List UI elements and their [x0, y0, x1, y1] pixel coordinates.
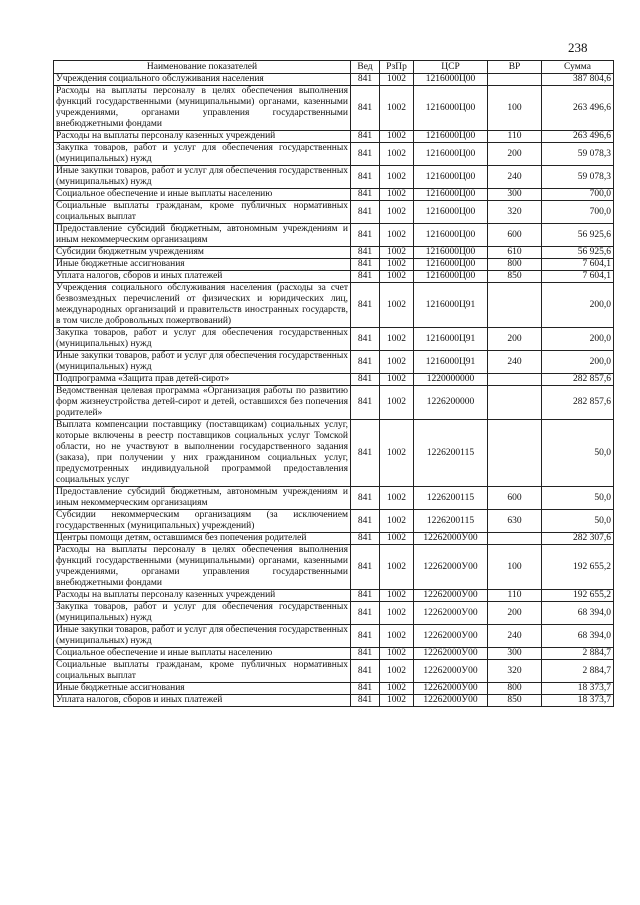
cell-name: Уплата налогов, сборов и иных платежей	[54, 271, 351, 283]
cell-sum: 387 804,6	[542, 74, 614, 86]
cell-sum: 50,0	[542, 510, 614, 533]
cell-vr: 200	[488, 602, 542, 625]
cell-csr: 1226200115	[414, 510, 488, 533]
cell-rzpr: 1002	[380, 374, 414, 386]
cell-vr: 320	[488, 201, 542, 224]
cell-rzpr: 1002	[380, 510, 414, 533]
table-row	[54, 648, 614, 660]
cell-rzpr: 1002	[380, 189, 414, 201]
cell-vr: 300	[488, 189, 542, 201]
cell-rzpr: 1002	[380, 487, 414, 510]
table-row	[54, 131, 614, 143]
header-vr: ВР	[488, 61, 542, 74]
cell-ved: 841	[351, 602, 380, 625]
cell-csr: 1226200115	[414, 420, 488, 487]
cell-rzpr: 1002	[380, 166, 414, 189]
cell-rzpr: 1002	[380, 602, 414, 625]
cell-vr: 240	[488, 166, 542, 189]
cell-csr: 1216000Ц91	[414, 283, 488, 328]
table-row	[54, 487, 614, 510]
cell-csr: 12262000У00	[414, 602, 488, 625]
cell-name: Закупка товаров, работ и услуг для обеспечения государственных (муниципальных) нужд	[54, 143, 351, 166]
cell-rzpr: 1002	[380, 420, 414, 487]
cell-sum: 7 604,1	[542, 271, 614, 283]
cell-csr: 1216000Ц00	[414, 189, 488, 201]
cell-vr: 100	[488, 545, 542, 590]
cell-csr: 1216000Ц00	[414, 86, 488, 131]
cell-csr: 1216000Ц91	[414, 351, 488, 374]
cell-sum: 56 925,6	[542, 247, 614, 259]
cell-name: Расходы на выплаты персоналу в целях обеспечения выполнения функций государственными (муниципальными) органами, казенными учреждениями, органами управления государственными внебюджетными фондами	[54, 545, 351, 590]
header-row	[54, 61, 614, 74]
cell-name: Подпрограмма «Защита прав детей-сирот»	[54, 374, 351, 386]
cell-rzpr: 1002	[380, 201, 414, 224]
table-row	[54, 590, 614, 602]
cell-sum: 282 857,6	[542, 374, 614, 386]
cell-ved: 841	[351, 683, 380, 695]
cell-sum: 59 078,3	[542, 143, 614, 166]
cell-sum: 68 394,0	[542, 625, 614, 648]
cell-csr: 12262000У00	[414, 648, 488, 660]
cell-rzpr: 1002	[380, 625, 414, 648]
cell-sum: 282 307,6	[542, 533, 614, 545]
cell-ved: 841	[351, 590, 380, 602]
cell-sum: 282 857,6	[542, 386, 614, 420]
cell-sum: 59 078,3	[542, 166, 614, 189]
cell-csr: 1216000Ц00	[414, 131, 488, 143]
table-row	[54, 328, 614, 351]
cell-ved: 841	[351, 510, 380, 533]
cell-ved: 841	[351, 143, 380, 166]
cell-csr: 1216000Ц00	[414, 143, 488, 166]
cell-sum: 50,0	[542, 420, 614, 487]
table-row	[54, 660, 614, 683]
cell-name: Ведомственная целевая программа «Организация работы по развитию форм жизнеустройства детей-сирот и детей, оставшихся без попечения родителей»	[54, 386, 351, 420]
cell-ved: 841	[351, 74, 380, 86]
cell-name: Социальные выплаты гражданам, кроме публичных нормативных социальных выплат	[54, 660, 351, 683]
cell-csr: 12262000У00	[414, 625, 488, 648]
cell-sum: 50,0	[542, 487, 614, 510]
cell-name: Иные закупки товаров, работ и услуг для обеспечения государственных (муниципальных) нужд	[54, 166, 351, 189]
cell-csr: 1216000Ц00	[414, 224, 488, 247]
cell-name: Выплата компенсации поставщику (поставщикам) социальных услуг, которые включены в реестр поставщиков социальных услуг Томской области, но не участвуют в выполнении государственного задания (заказа), при получении у них гражданином социальных услуг, предусмотренных индивидуальной программой предоставления социальных услуг	[54, 420, 351, 487]
cell-ved: 841	[351, 189, 380, 201]
cell-vr: 200	[488, 328, 542, 351]
cell-vr	[488, 386, 542, 420]
cell-name: Расходы на выплаты персоналу в целях обеспечения выполнения функций государственными (муниципальными) органами, казенными учреждениями, органами управления государственными внебюджетными фондами	[54, 86, 351, 131]
cell-csr: 1216000Ц00	[414, 259, 488, 271]
cell-csr: 12262000У00	[414, 695, 488, 707]
cell-vr	[488, 283, 542, 328]
table-row	[54, 224, 614, 247]
cell-sum: 68 394,0	[542, 602, 614, 625]
cell-ved: 841	[351, 420, 380, 487]
cell-csr: 1226200000	[414, 386, 488, 420]
cell-sum: 700,0	[542, 201, 614, 224]
cell-name: Центры помощи детям, оставшимся без попечения родителей	[54, 533, 351, 545]
cell-ved: 841	[351, 386, 380, 420]
cell-ved: 841	[351, 201, 380, 224]
cell-csr: 1216000Ц00	[414, 247, 488, 259]
cell-rzpr: 1002	[380, 351, 414, 374]
table-row	[54, 683, 614, 695]
cell-csr: 1216000Ц00	[414, 201, 488, 224]
cell-vr: 110	[488, 131, 542, 143]
cell-name: Уплата налогов, сборов и иных платежей	[54, 695, 351, 707]
cell-vr	[488, 74, 542, 86]
cell-rzpr: 1002	[380, 271, 414, 283]
cell-rzpr: 1002	[380, 283, 414, 328]
cell-vr: 800	[488, 259, 542, 271]
cell-rzpr: 1002	[380, 131, 414, 143]
cell-sum: 200,0	[542, 351, 614, 374]
cell-rzpr: 1002	[380, 683, 414, 695]
table-row	[54, 189, 614, 201]
table-row	[54, 166, 614, 189]
cell-name: Социальные выплаты гражданам, кроме публичных нормативных социальных выплат	[54, 201, 351, 224]
cell-csr: 1216000Ц00	[414, 166, 488, 189]
table-body	[54, 74, 614, 707]
table-row	[54, 247, 614, 259]
cell-csr: 1226200115	[414, 487, 488, 510]
cell-ved: 841	[351, 374, 380, 386]
cell-sum: 263 496,6	[542, 86, 614, 131]
cell-ved: 841	[351, 131, 380, 143]
cell-ved: 841	[351, 166, 380, 189]
cell-rzpr: 1002	[380, 533, 414, 545]
cell-ved: 841	[351, 487, 380, 510]
cell-sum: 7 604,1	[542, 259, 614, 271]
cell-name: Иные бюджетные ассигнования	[54, 259, 351, 271]
cell-name: Иные закупки товаров, работ и услуг для обеспечения государственных (муниципальных) нужд	[54, 351, 351, 374]
cell-vr: 300	[488, 648, 542, 660]
cell-csr: 1216000Ц00	[414, 74, 488, 86]
table-row	[54, 143, 614, 166]
cell-ved: 841	[351, 328, 380, 351]
cell-rzpr: 1002	[380, 328, 414, 351]
cell-rzpr: 1002	[380, 660, 414, 683]
cell-vr: 600	[488, 224, 542, 247]
cell-vr: 110	[488, 590, 542, 602]
table-row	[54, 351, 614, 374]
cell-ved: 841	[351, 648, 380, 660]
cell-ved: 841	[351, 625, 380, 648]
cell-sum: 192 655,2	[542, 590, 614, 602]
cell-rzpr: 1002	[380, 695, 414, 707]
cell-vr: 100	[488, 86, 542, 131]
cell-name: Социальное обеспечение и иные выплаты населению	[54, 648, 351, 660]
cell-ved: 841	[351, 545, 380, 590]
cell-ved: 841	[351, 259, 380, 271]
cell-name: Иные закупки товаров, работ и услуг для обеспечения государственных (муниципальных) нужд	[54, 625, 351, 648]
cell-csr: 1220000000	[414, 374, 488, 386]
cell-csr: 12262000У00	[414, 590, 488, 602]
cell-sum: 200,0	[542, 283, 614, 328]
cell-sum: 192 655,2	[542, 545, 614, 590]
table-row	[54, 602, 614, 625]
cell-name: Закупка товаров, работ и услуг для обеспечения государственных (муниципальных) нужд	[54, 602, 351, 625]
table-header	[54, 61, 614, 74]
cell-csr: 12262000У00	[414, 683, 488, 695]
table-row	[54, 545, 614, 590]
cell-name: Учреждения социального обслуживания населения (расходы за счет безвозмездных перечислений от физических и юридических лиц, международных организаций и правительств иностранных государств, в том числе добровольных пожертвований)	[54, 283, 351, 328]
table-row	[54, 74, 614, 86]
cell-csr: 12262000У00	[414, 660, 488, 683]
cell-sum: 2 884,7	[542, 660, 614, 683]
cell-vr: 630	[488, 510, 542, 533]
table-row	[54, 201, 614, 224]
cell-vr: 240	[488, 625, 542, 648]
cell-csr: 12262000У00	[414, 545, 488, 590]
cell-name: Субсидии бюджетным учреждениям	[54, 247, 351, 259]
table-row	[54, 271, 614, 283]
cell-csr: 1216000Ц91	[414, 328, 488, 351]
cell-name: Иные бюджетные ассигнования	[54, 683, 351, 695]
page-number: 238	[568, 40, 588, 55]
cell-ved: 841	[351, 533, 380, 545]
cell-rzpr: 1002	[380, 590, 414, 602]
table-row	[54, 86, 614, 131]
header-rzpr: РзПр	[380, 61, 414, 74]
cell-sum: 700,0	[542, 189, 614, 201]
budget-table	[53, 60, 614, 707]
cell-vr: 240	[488, 351, 542, 374]
cell-name: Расходы на выплаты персоналу казенных учреждений	[54, 590, 351, 602]
cell-rzpr: 1002	[380, 259, 414, 271]
cell-ved: 841	[351, 271, 380, 283]
cell-vr	[488, 533, 542, 545]
cell-sum: 2 884,7	[542, 648, 614, 660]
cell-vr: 200	[488, 143, 542, 166]
cell-vr: 600	[488, 487, 542, 510]
cell-rzpr: 1002	[380, 386, 414, 420]
cell-csr: 1216000Ц00	[414, 271, 488, 283]
cell-vr: 610	[488, 247, 542, 259]
cell-name: Предоставление субсидий бюджетным, автономным учреждениям и иным некоммерческим организациям	[54, 487, 351, 510]
cell-name: Субсидии некоммерческим организациям (за исключением государственных (муниципальных) учреждений)	[54, 510, 351, 533]
cell-vr: 850	[488, 271, 542, 283]
cell-sum: 18 373,7	[542, 695, 614, 707]
cell-ved: 841	[351, 351, 380, 374]
header-ved: Вед	[351, 61, 380, 74]
cell-vr	[488, 420, 542, 487]
cell-name: Социальное обеспечение и иные выплаты населению	[54, 189, 351, 201]
cell-rzpr: 1002	[380, 648, 414, 660]
table-row	[54, 533, 614, 545]
cell-ved: 841	[351, 283, 380, 328]
cell-rzpr: 1002	[380, 143, 414, 166]
cell-rzpr: 1002	[380, 74, 414, 86]
cell-ved: 841	[351, 224, 380, 247]
cell-vr: 850	[488, 695, 542, 707]
table-row	[54, 510, 614, 533]
table-row	[54, 420, 614, 487]
cell-vr: 800	[488, 683, 542, 695]
cell-ved: 841	[351, 247, 380, 259]
cell-name: Закупка товаров, работ и услуг для обеспечения государственных (муниципальных) нужд	[54, 328, 351, 351]
cell-ved: 841	[351, 695, 380, 707]
table-row	[54, 625, 614, 648]
header-sum: Сумма	[542, 61, 614, 74]
cell-sum: 18 373,7	[542, 683, 614, 695]
cell-sum: 263 496,6	[542, 131, 614, 143]
cell-ved: 841	[351, 86, 380, 131]
cell-rzpr: 1002	[380, 86, 414, 131]
cell-csr: 12262000У00	[414, 533, 488, 545]
cell-rzpr: 1002	[380, 224, 414, 247]
table-row	[54, 283, 614, 328]
cell-sum: 200,0	[542, 328, 614, 351]
table-row	[54, 386, 614, 420]
cell-vr	[488, 374, 542, 386]
cell-rzpr: 1002	[380, 545, 414, 590]
cell-name: Предоставление субсидий бюджетным, автономным учреждениям и иным некоммерческим организациям	[54, 224, 351, 247]
table-row	[54, 695, 614, 707]
cell-vr: 320	[488, 660, 542, 683]
table-row	[54, 374, 614, 386]
cell-name: Учреждения социального обслуживания населения	[54, 74, 351, 86]
header-name: Наименование показателей	[54, 61, 351, 74]
cell-ved: 841	[351, 660, 380, 683]
cell-rzpr: 1002	[380, 247, 414, 259]
cell-sum: 56 925,6	[542, 224, 614, 247]
header-csr: ЦСР	[414, 61, 488, 74]
table-row	[54, 259, 614, 271]
cell-name: Расходы на выплаты персоналу казенных учреждений	[54, 131, 351, 143]
